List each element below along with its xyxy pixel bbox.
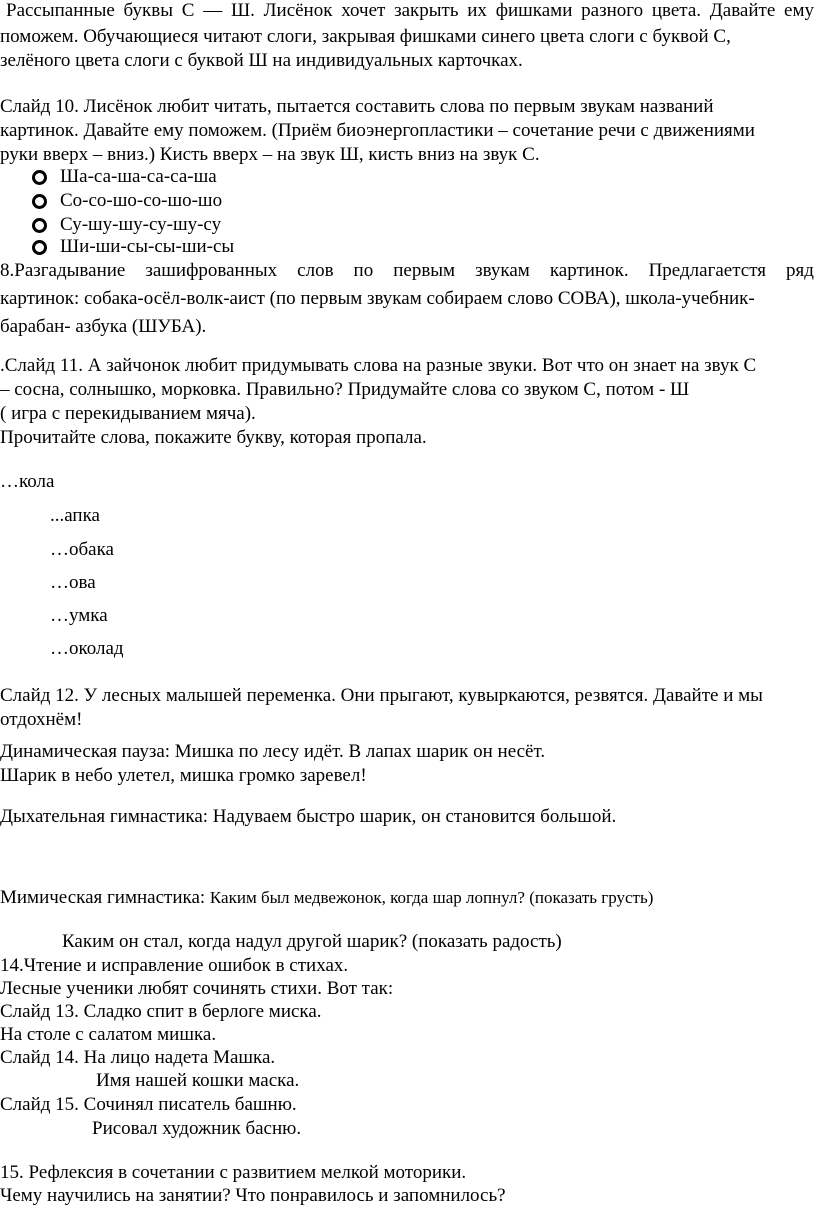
task8-word: по (353, 260, 374, 281)
task14-title: 14.Чтение и исправление ошибок в стихах. (0, 955, 349, 976)
dynamic-pause-2: Шарик в небо улетел, мишка громко заревел! (0, 765, 367, 786)
intro-word: ему (784, 0, 814, 21)
intro-word: Ш. (230, 0, 255, 21)
poem-line: Рисовал художник басню. (92, 1118, 302, 1139)
task8-line-2: картинок: собака-осёл-волк-аист (по первым звукам собираем слово СОВА), школа-учебник- (0, 288, 755, 309)
syllable-row: Су-шу-шу-су-шу-су (60, 214, 222, 235)
task8-word: слов (297, 260, 334, 281)
slide10-line-3: руки вверх – вниз.) Кисть вверх – на звук Ш, кисть вниз на звук С. (0, 144, 540, 165)
slide10-line-2: картинок. Давайте ему поможем. (Приём биоэнергопластики – сочетание речи с движениями (0, 120, 755, 141)
intro-word: С (181, 0, 195, 21)
task8-word: зашифрованных (145, 260, 278, 281)
slide12-line-2: отдохнём! (0, 709, 83, 730)
task8-line-1 (0, 260, 814, 282)
intro-word: Лисёнок (263, 0, 333, 21)
syllable-row: Ша-са-ша-са-са-ша (60, 166, 217, 187)
slide10-line-1: Слайд 10. Лисёнок любит читать, пытается составить слова по первым звукам названий (0, 96, 714, 117)
task8-word: ряд (785, 260, 814, 281)
task8-word: картинок. (549, 260, 629, 281)
breathing-exercise: Дыхательная гимнастика: Надуваем быстро шарик, он становится большой. (0, 806, 617, 827)
intro-word: разного (581, 0, 644, 21)
slide11-line-3: ( игра с перекидыванием мяча). (0, 403, 256, 424)
task15-title: 15. Рефлексия в сочетании с развитием мелкой моторики. (0, 1162, 467, 1183)
intro-word: фишками (495, 0, 573, 21)
intro-word: Давайте (709, 0, 776, 21)
task8-line-3: барабан- азбука (ШУБА). (0, 316, 207, 337)
missing-letter-word: …умка (50, 605, 108, 626)
slide11-line-2: – сосна, солнышко, морковка. Правильно? Придумайте слова со звуком С, потом - Ш (0, 379, 690, 400)
task8-word: звукам (475, 260, 530, 281)
bullet-icon (32, 170, 47, 185)
missing-letter-word: …ова (50, 572, 96, 593)
mimic-exercise (0, 887, 653, 909)
intro-line-2: поможем. Обучающиеся читают слоги, закрывая фишками синего цвета слоги с буквой С, (0, 26, 731, 47)
slide11-line-4: Прочитайте слова, покажите букву, которая пропала. (0, 427, 427, 448)
intro-word: закрыть (394, 0, 459, 21)
missing-letter-word: …обака (50, 539, 114, 560)
poem-line: Слайд 15. Сочинял писатель башню. (0, 1094, 297, 1115)
task8-word: первым (393, 260, 456, 281)
task14-intro: Лесные ученики любят сочинять стихи. Вот так: (0, 978, 394, 999)
missing-letter-word: ...апка (50, 505, 100, 526)
dynamic-pause-1: Динамическая пауза: Мишка по лесу идёт. В лапах шарик он несёт. (0, 741, 546, 762)
syllable-row: Ши-ши-сы-сы-ши-сы (60, 236, 235, 257)
task8-word: 8.Разгадывание (0, 260, 126, 281)
missing-letter-word: …околад (50, 638, 124, 659)
poem-line: Слайд 13. Сладко спит в берлоге миска. (0, 1001, 322, 1022)
mimic-label: Мимическая гимнастика: (0, 887, 210, 908)
mimic-exercise-2: Каким он стал, когда надул другой шарик? (показать радость) (62, 931, 562, 952)
slide11-line-1: .Слайд 11. А зайчонок любит придумывать слова на разные звуки. Вот что он знает на звук С (0, 355, 757, 376)
poem-line: Слайд 14. На лицо надета Машка. (0, 1047, 276, 1068)
intro-word: цвета. (651, 0, 702, 21)
intro-word: буквы (123, 0, 173, 21)
poem-line: На столе с салатом мишка. (0, 1024, 217, 1045)
intro-line-3: зелёного цвета слоги с буквой Ш на индивидуальных карточках. (0, 50, 523, 71)
bullet-icon (32, 240, 47, 255)
missing-letter-word: …кола (0, 471, 55, 492)
slide12-line-1: Слайд 12. У лесных малышей переменка. Они прыгают, кувыркаются, резвятся. Давайте и мы (0, 685, 763, 706)
task15-question: Чему научились на занятии? Что понравилось и запомнилось? (0, 1185, 506, 1206)
bullet-icon (32, 218, 47, 233)
syllable-row: Со-со-шо-со-шо-шо (60, 190, 223, 211)
intro-line-1 (6, 0, 814, 22)
bullet-icon (32, 194, 47, 209)
intro-word: — (203, 0, 223, 21)
poem-line: Имя нашей кошки маска. (96, 1070, 300, 1091)
intro-word: Рассыпанные (6, 0, 115, 21)
task8-word: Предлагаетстя (648, 260, 766, 281)
intro-word: хочет (341, 0, 386, 21)
mimic-text: Каким был медвежонок, когда шар лопнул? (показать грусть) (209, 888, 654, 907)
intro-word: их (467, 0, 487, 21)
